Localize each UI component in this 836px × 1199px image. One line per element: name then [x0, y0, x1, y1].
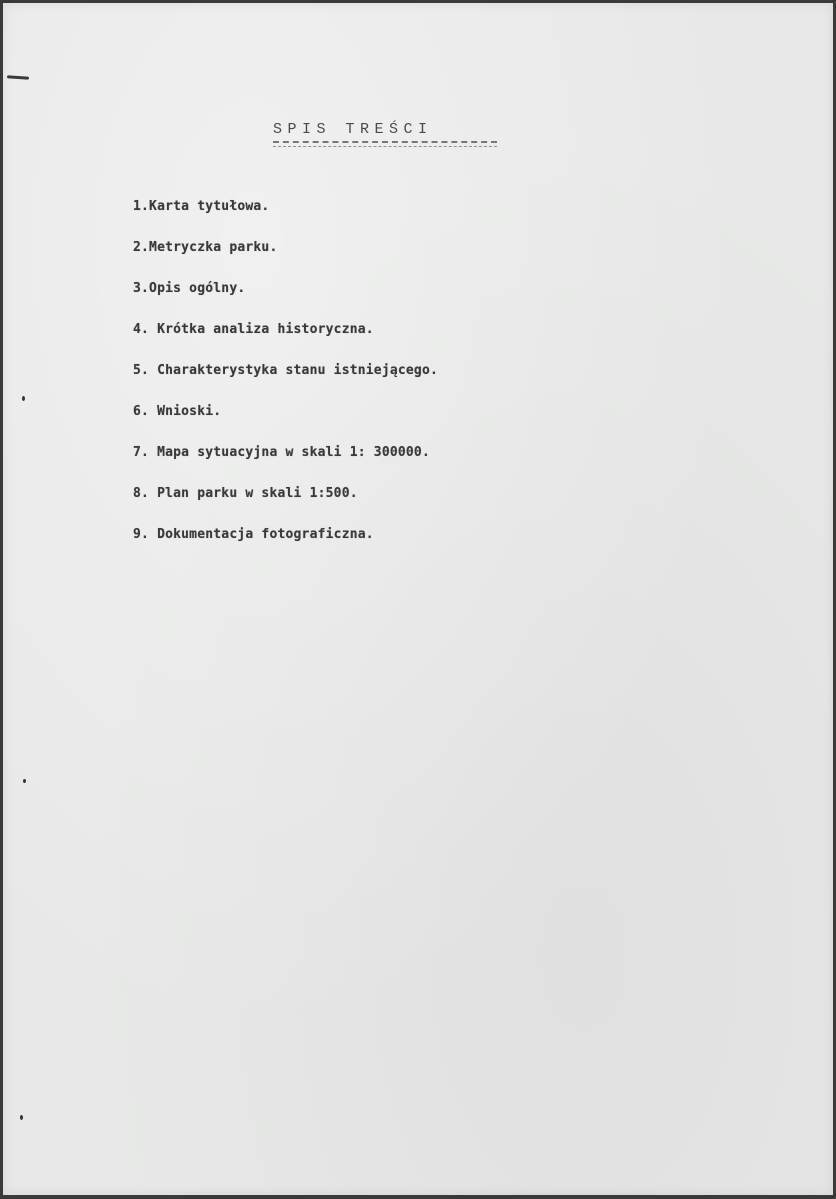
toc-item: 3.Opis ogólny.	[133, 281, 246, 296]
title-underline	[273, 141, 497, 147]
toc-item: 9. Dokumentacja fotograficzna.	[133, 527, 374, 542]
toc-item: 8. Plan parku w skali 1:500.	[133, 486, 358, 501]
page-title: SPIS TREŚCI	[273, 121, 433, 138]
toc-item: 2.Metryczka parku.	[133, 240, 278, 255]
toc-item: 1.Karta tytułowa.	[133, 199, 270, 214]
punch-mark	[22, 396, 25, 401]
toc-item: 4. Krótka analiza historyczna.	[133, 322, 374, 337]
toc-item: 7. Mapa sytuacyjna w skali 1: 300000.	[133, 445, 430, 460]
document-page	[3, 3, 833, 1195]
punch-mark	[23, 779, 26, 783]
ink-mark	[7, 75, 29, 80]
toc-item: 6. Wnioski.	[133, 404, 222, 419]
punch-mark	[20, 1115, 23, 1120]
table-of-contents	[133, 195, 438, 564]
toc-item: 5. Charakterystyka stanu istniejącego.	[133, 363, 439, 378]
